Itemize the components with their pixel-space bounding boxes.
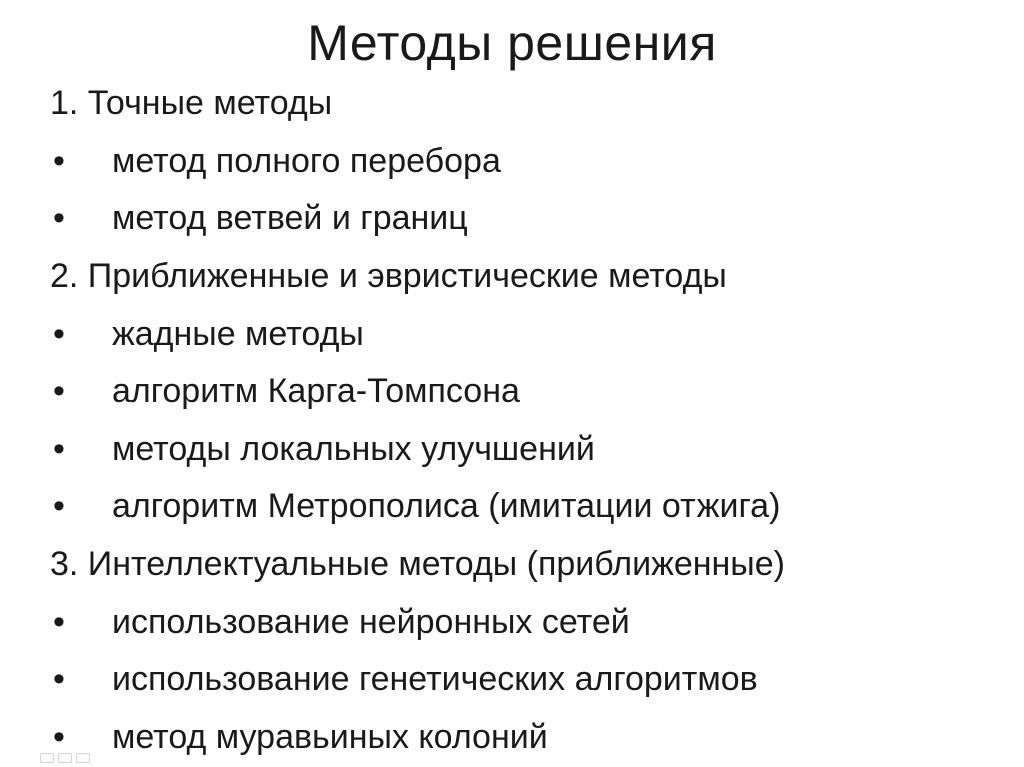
bullet-marker: •	[53, 429, 65, 468]
bullet-marker: •	[53, 717, 65, 756]
list-item-text: метод муравьиных колоний	[112, 717, 548, 756]
list-item-text: использование нейронных сетей	[112, 602, 630, 641]
bullet-marker: •	[53, 372, 65, 411]
list-item-text: алгоритм Карга-Томпсона	[112, 372, 520, 411]
methods-list	[50, 75, 1010, 766]
list-item-text: использование генетических алгоритмов	[112, 660, 758, 699]
bullet-marker: •	[53, 660, 65, 699]
bullet-marker: •	[53, 602, 65, 641]
section-heading-text: 3. Интеллектуальные методы (приближенные)	[50, 545, 785, 584]
bullet-marker: •	[53, 314, 65, 353]
list-item-text: алгоритм Метрополиса (имитации отжига)	[112, 487, 781, 526]
slide-navigation-toolbar[interactable]	[40, 753, 90, 763]
section-heading-intelligent	[50, 536, 1010, 594]
section-heading-approximate	[50, 248, 1010, 306]
list-item	[50, 305, 1010, 363]
bullet-marker: •	[53, 487, 65, 526]
previous-slide-icon[interactable]	[40, 753, 54, 763]
list-item-text: метод ветвей и границ	[112, 199, 468, 238]
section-heading-text: 2. Приближенные и эвристические методы	[50, 257, 727, 296]
list-item	[50, 421, 1010, 479]
section-heading-exact	[50, 75, 1010, 133]
section-heading-text: 1. Точные методы	[50, 84, 333, 123]
slide-menu-icon[interactable]	[58, 753, 72, 763]
list-item	[50, 363, 1010, 421]
list-item	[50, 651, 1010, 709]
slide-title: Методы решения	[307, 15, 717, 71]
list-item	[50, 133, 1010, 191]
list-item-text: методы локальных улучшений	[112, 429, 595, 468]
list-item-text: жадные методы	[112, 314, 364, 353]
list-item	[50, 593, 1010, 651]
list-item	[50, 709, 1010, 767]
bullet-marker: •	[53, 199, 65, 238]
next-slide-icon[interactable]	[76, 753, 90, 763]
bullet-marker: •	[53, 141, 65, 180]
list-item	[50, 190, 1010, 248]
list-item-text: метод полного перебора	[112, 141, 501, 180]
list-item	[50, 478, 1010, 536]
